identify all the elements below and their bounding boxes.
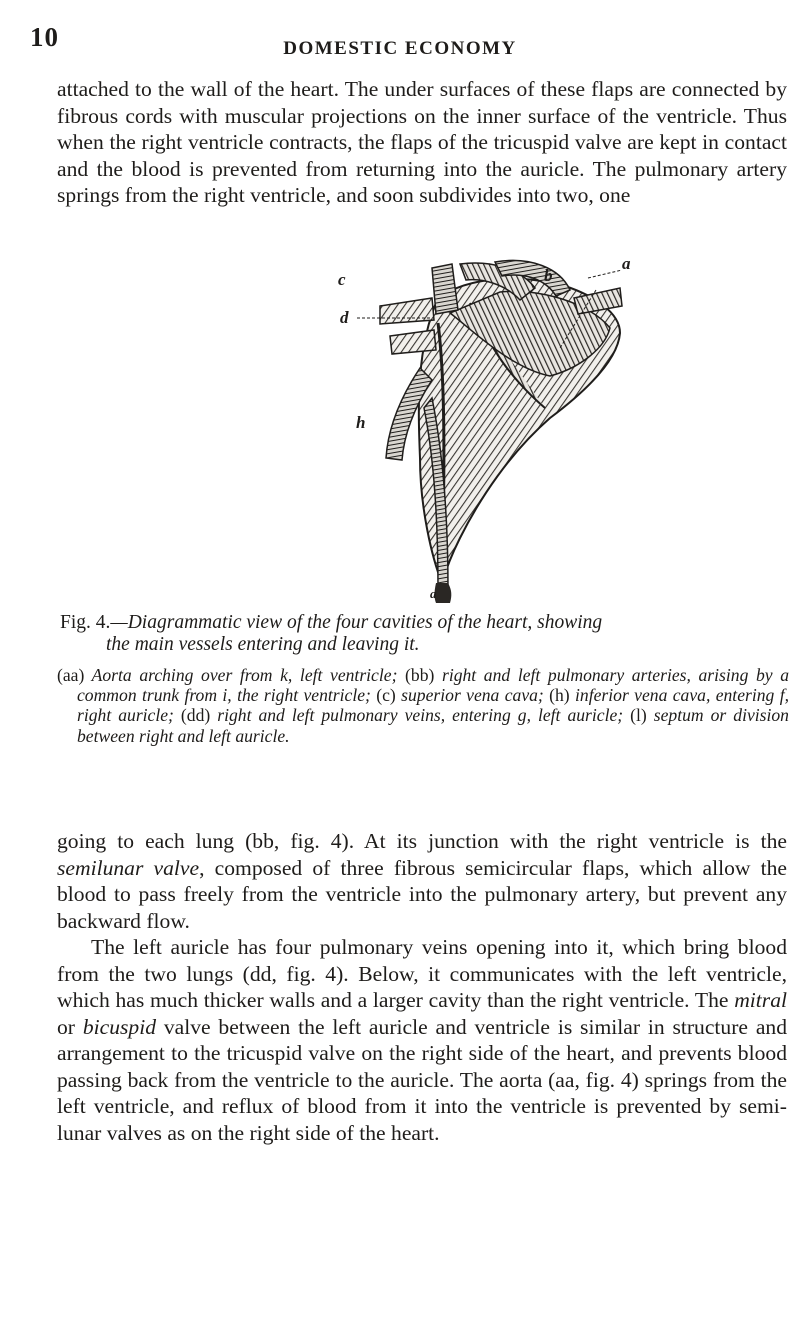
legend-label: (bb) (405, 665, 435, 685)
page-number: 10 (30, 22, 59, 52)
legend-label: (l) (630, 705, 647, 726)
heart-diagram-figure (320, 254, 650, 603)
legend-label: (h) (549, 685, 570, 706)
legend-text: inferior vena cava, entering f, right auricle; (77, 685, 789, 726)
figure-legend-text (57, 665, 789, 746)
figure-caption-line2: the main vessels entering and leaving it. (106, 634, 420, 655)
legend-text: superior vena cava; (395, 685, 550, 706)
paragraph-top (57, 76, 787, 209)
paragraph-left-auricle-part2: valve between the left auricle and ventricle is similar in structure and arrangement to the tricuspid valve on the right side of the heart, and prevents blood passing back from the ventricle to the auricle. The aorta (aa, fig. 4) springs from the left ventricle, and reflux of blood from it into the ventricle is prevented by semi-lunar valves as on the right side of the heart. (57, 1014, 787, 1145)
figure-letter-c: c (338, 270, 346, 289)
figure-letter-b: b (544, 266, 553, 285)
paragraph-semilunar-part1: going to each lung (bb, fig. 4). At its junction with the right ventricle is the (57, 829, 787, 853)
legend-label: (dd) (180, 705, 211, 726)
legend-text: right and left pulmonary veins, entering g, left auricle; (210, 705, 631, 726)
paragraph-semilunar (57, 828, 787, 934)
legend-text: Aorta arching over from k, left ventricle; (84, 665, 406, 685)
figure-letter-a: a (622, 254, 631, 273)
legend-text: right and left pulmonary arteries, arising by a common trunk from i, the right ventricle; (77, 665, 789, 706)
figure-caption-line1: —Diagrammatic view of the four cavities of the heart, showing (110, 612, 603, 633)
paragraph-bottom (57, 828, 787, 1146)
figure-letter-d: d (340, 308, 349, 327)
figure-number: Fig. 4. (60, 612, 111, 633)
paragraph-left-auricle (57, 934, 787, 1146)
paragraph-semilunar-part2: , composed of three fibrous semicircular flaps, which allow the blood to pass freely from the ventricle into the pulmonary artery, but prevent any backward flow. (57, 855, 788, 933)
heart-body (419, 279, 620, 588)
paragraph-left-auricle-part1: The left auricle has four pulmonary veins opening into it, which bring blood from the two lungs (dd, fig. 4). Below, it communicates with the left ventricle, which has much thicker walls and a larger cavity than the right ventricle. The (57, 935, 787, 1012)
figure-letter-h: h (356, 413, 366, 432)
term-mitral: mitral (734, 988, 787, 1012)
running-head: DOMESTIC ECONOMY (283, 38, 517, 59)
figure-caption-title (60, 612, 790, 656)
term-bicuspid: bicuspid (82, 1014, 156, 1039)
paragraph-top-text: attached to the wall of the heart. The under surfaces of these flaps are connected by fibrous cords with muscular projections on the inner surface of the ventricle. Thus when the right ventricle contracts, the flaps of the tricuspid valve are kept in contact and the blood is prevented from returning into the auricle. The pulmonary artery springs from the right ventricle, and soon subdivides into two, one (57, 77, 787, 207)
legend-label: (c) (376, 685, 396, 706)
figure-legend (57, 665, 789, 746)
figure-letter-bottom: a (430, 586, 437, 601)
term-semilunar-valve: semilunar valve (57, 855, 200, 880)
legend-text: septum or division between right and left auricle. (77, 705, 789, 746)
paragraph-left-auricle-or: or (57, 1014, 83, 1039)
legend-label: (aa) (57, 665, 85, 685)
heart-diagram-illustration (320, 258, 650, 603)
